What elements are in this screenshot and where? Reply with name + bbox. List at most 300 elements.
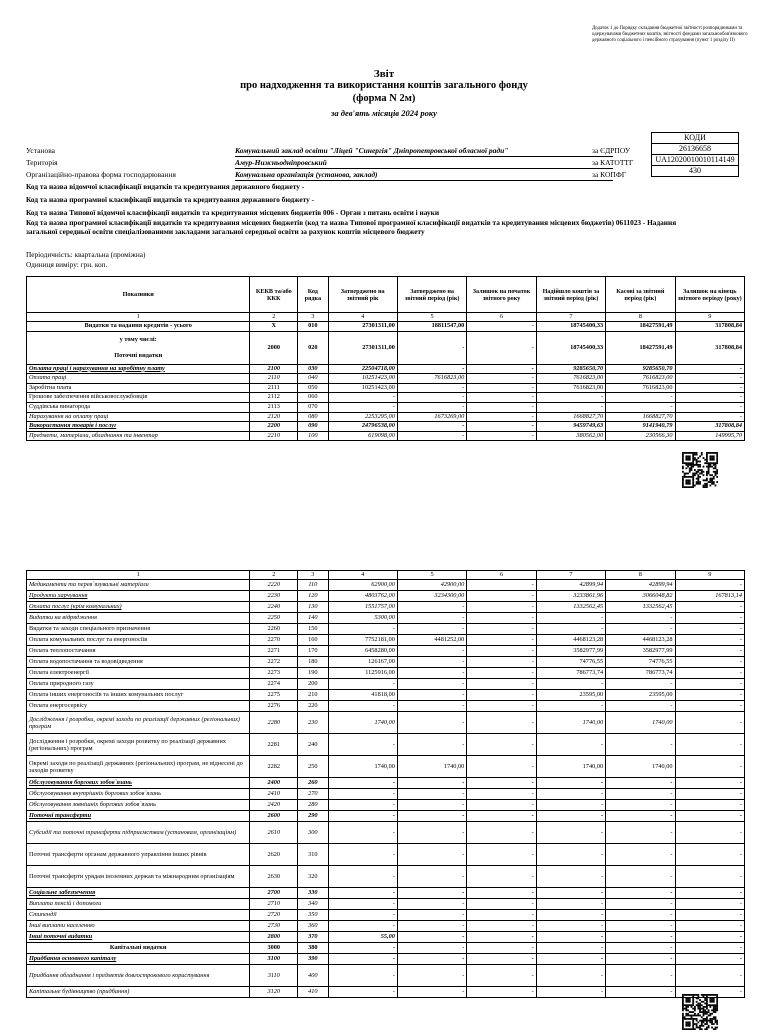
row-cell: 22504718,00 <box>328 364 397 374</box>
row-cell: 040 <box>298 374 328 384</box>
row-cell: 74776,55 <box>536 657 605 668</box>
row-cell: - <box>328 844 397 866</box>
row-cell: 2220 <box>250 580 298 591</box>
row-cell: 2253295,00 <box>328 412 397 422</box>
row-cell: 10251423,00 <box>328 374 397 384</box>
row-label: Капітальні видатки <box>27 943 250 954</box>
row-cell: 370 <box>298 932 328 943</box>
row-cell: - <box>328 954 397 965</box>
row-cell: - <box>328 888 397 899</box>
table-row <box>27 910 745 921</box>
column-number: 3 <box>298 571 328 580</box>
row-cell: 400 <box>298 965 328 987</box>
table-row <box>27 383 745 393</box>
row-cell: 1551757,00 <box>328 602 397 613</box>
row-cell: - <box>675 844 744 866</box>
row-cell: - <box>467 580 536 591</box>
row-label: Обслуговування зовнішніх боргових зобов`язань <box>27 800 250 811</box>
row-label: Предмети, матеріали, обладнання та інвентар <box>27 431 250 441</box>
column-number: 3 <box>298 313 328 322</box>
row-cell: 7616823,00 <box>536 383 605 393</box>
table-row <box>27 921 745 932</box>
row-cell: 150 <box>298 624 328 635</box>
row-label: Видатки та заходи спеціального призначення <box>27 624 250 635</box>
row-cell: 1740,00 <box>606 712 675 734</box>
row-cell: 55,00 <box>328 932 397 943</box>
row-cell: - <box>467 844 536 866</box>
row-cell: 10251423,00 <box>328 383 397 393</box>
row-cell: 74776,55 <box>606 657 675 668</box>
row-cell: 18745400,33 <box>536 322 605 332</box>
table-row <box>27 679 745 690</box>
row-cell: - <box>467 921 536 932</box>
column-header: Затверджено на звітний рік <box>328 277 397 313</box>
row-cell: 2120 <box>250 412 298 422</box>
row-label: Оплата комунальних послуг та енергоносіїв <box>27 635 250 646</box>
row-cell: - <box>397 987 466 998</box>
row-cell: 090 <box>298 422 328 432</box>
row-cell: - <box>675 668 744 679</box>
table-row <box>27 402 745 412</box>
row-label: Інші виплати населенню <box>27 921 250 932</box>
row-cell: - <box>397 657 466 668</box>
table-row <box>27 624 745 635</box>
row-cell: - <box>536 800 605 811</box>
row-cell: - <box>397 712 466 734</box>
row-cell: - <box>606 624 675 635</box>
column-number: 9 <box>675 571 744 580</box>
row-cell: - <box>675 412 744 422</box>
row-label: Оплата електроенергії <box>27 668 250 679</box>
info-row <box>26 158 746 168</box>
row-cell: - <box>606 954 675 965</box>
row-cell: 410 <box>298 987 328 998</box>
column-number: 9 <box>675 313 744 322</box>
row-cell: - <box>675 943 744 954</box>
row-cell: 3582977,99 <box>606 646 675 657</box>
row-cell: 2112 <box>250 393 298 403</box>
row-cell: 7616823,00 <box>397 374 466 384</box>
row-cell: 42899,94 <box>606 580 675 591</box>
row-cell: - <box>467 811 536 822</box>
table-row <box>27 412 745 422</box>
row-cell: 9141940,79 <box>606 422 675 432</box>
row-cell: - <box>467 412 536 422</box>
report-title: Звіт <box>373 68 395 80</box>
row-label: Продукти харчування <box>27 591 250 602</box>
row-cell: - <box>675 734 744 756</box>
row-cell: 4468123,28 <box>606 635 675 646</box>
row-cell: 1332562,45 <box>536 602 605 613</box>
row-cell: 2100 <box>250 364 298 374</box>
row-cell: 160 <box>298 635 328 646</box>
row-cell: - <box>328 393 397 403</box>
row-cell: - <box>397 844 466 866</box>
row-cell: - <box>675 789 744 800</box>
row-cell: - <box>606 800 675 811</box>
row-cell: - <box>328 921 397 932</box>
row-cell: 9285650,70 <box>536 364 605 374</box>
row-cell: 18811547,00 <box>397 322 466 332</box>
row-cell: - <box>328 734 397 756</box>
row-cell: - <box>397 431 466 441</box>
row-cell: 18427591,49 <box>606 322 675 332</box>
column-header: Затверджено на звітний період (рік) <box>397 277 466 313</box>
row-cell: - <box>606 701 675 712</box>
row-label: Оплата природного газу <box>27 679 250 690</box>
row-cell: 4468123,28 <box>536 635 605 646</box>
row-cell: - <box>606 932 675 943</box>
row-cell: - <box>536 624 605 635</box>
row-cell: - <box>397 965 466 987</box>
row-cell: 310 <box>298 844 328 866</box>
row-cell: - <box>467 331 536 364</box>
row-cell: - <box>467 431 536 441</box>
info-row <box>26 170 746 180</box>
row-cell: 317808,84 <box>675 322 744 332</box>
report-table-page2 <box>26 570 745 998</box>
classification-line: Одиниця виміру: грн. коп. <box>26 260 108 269</box>
row-cell: - <box>397 921 466 932</box>
row-cell: 390 <box>298 954 328 965</box>
table-row <box>27 364 745 374</box>
qr-code-icon <box>682 994 718 1030</box>
row-cell: 7616823,00 <box>606 374 675 384</box>
row-cell: 3233861,96 <box>536 591 605 602</box>
info-label: Організаційно-правова форма господарювання <box>26 170 176 179</box>
row-cell: 290 <box>298 811 328 822</box>
row-cell: - <box>536 701 605 712</box>
row-cell: 2273 <box>250 668 298 679</box>
row-cell: 1740,00 <box>328 756 397 778</box>
column-header: Код рядка <box>298 277 328 313</box>
row-cell: 380 <box>298 943 328 954</box>
row-cell: - <box>328 679 397 690</box>
row-cell: - <box>675 932 744 943</box>
report-form-number: (форма N 2м) <box>352 93 416 104</box>
row-cell: - <box>675 954 744 965</box>
row-cell: 110 <box>298 580 328 591</box>
row-cell: 320 <box>298 866 328 888</box>
row-label: Грошове забезпечення військовослужбовців <box>27 393 250 403</box>
row-cell: - <box>606 866 675 888</box>
row-cell: 1740,00 <box>328 712 397 734</box>
row-cell: - <box>328 943 397 954</box>
row-cell: 5300,00 <box>328 613 397 624</box>
row-cell: 3234300,00 <box>397 591 466 602</box>
table-row <box>27 899 745 910</box>
row-cell: - <box>467 422 536 432</box>
row-cell: - <box>606 734 675 756</box>
row-cell: 41818,00 <box>328 690 397 701</box>
table-row <box>27 943 745 954</box>
table-row <box>27 932 745 943</box>
row-label: Дослідження і розробки, окремі заходи розвитку по реалізації державних (регіональних) програм <box>27 734 250 756</box>
row-cell: - <box>467 646 536 657</box>
row-cell: - <box>675 613 744 624</box>
row-cell: - <box>328 866 397 888</box>
row-cell: - <box>536 789 605 800</box>
row-cell: - <box>536 899 605 910</box>
form-appendix-note: Додаток 1 до Порядку складання бюджетної звітності розпорядниками та одержувачами бюджетних коштів, звітності фондами загальнообов'язкового державного соціального і пенсійного страхування (пункт 1 розділу ІІ) <box>592 26 748 43</box>
row-cell: - <box>467 965 536 987</box>
row-cell: - <box>467 322 536 332</box>
row-cell: - <box>675 866 744 888</box>
row-cell: - <box>397 778 466 789</box>
row-cell: 020 <box>298 331 328 364</box>
row-cell: - <box>675 646 744 657</box>
table-row <box>27 756 745 778</box>
row-cell: 140 <box>298 613 328 624</box>
row-cell: 126167,00 <box>328 657 397 668</box>
row-cell: 23595,00 <box>606 690 675 701</box>
row-cell: 2110 <box>250 374 298 384</box>
row-cell: - <box>397 701 466 712</box>
row-cell: - <box>467 602 536 613</box>
table-row <box>27 866 745 888</box>
row-cell: - <box>397 383 466 393</box>
row-cell: 300 <box>298 822 328 844</box>
row-cell: 7752181,00 <box>328 635 397 646</box>
column-number: 2 <box>250 313 298 322</box>
table-row <box>27 602 745 613</box>
row-cell: - <box>397 888 466 899</box>
row-cell: - <box>467 690 536 701</box>
table-row <box>27 712 745 734</box>
row-cell: - <box>675 364 744 374</box>
row-cell: - <box>606 402 675 412</box>
qr-code-icon <box>682 452 718 488</box>
row-cell: 317808,84 <box>675 422 744 432</box>
row-cell: - <box>328 778 397 789</box>
row-cell: 250 <box>298 756 328 778</box>
row-cell: - <box>397 932 466 943</box>
table-row <box>27 844 745 866</box>
row-cell: - <box>675 899 744 910</box>
column-number: 8 <box>606 313 675 322</box>
column-number: 1 <box>27 313 250 322</box>
row-cell: 4803762,00 <box>328 591 397 602</box>
row-cell: - <box>606 844 675 866</box>
row-cell: - <box>328 789 397 800</box>
column-number: 5 <box>397 571 466 580</box>
row-cell: - <box>606 811 675 822</box>
row-cell: 1740,00 <box>606 756 675 778</box>
row-cell: 1740,00 <box>397 756 466 778</box>
row-cell: - <box>675 374 744 384</box>
row-label: Оплата теплопостачання <box>27 646 250 657</box>
row-cell: - <box>675 921 744 932</box>
row-cell: - <box>606 393 675 403</box>
row-cell: - <box>675 580 744 591</box>
row-label: Стипендії <box>27 910 250 921</box>
row-cell: - <box>675 778 744 789</box>
row-cell: - <box>675 383 744 393</box>
row-cell: - <box>328 899 397 910</box>
table-row <box>27 646 745 657</box>
row-label: Суддівська винагорода <box>27 402 250 412</box>
code-kopfg: 430 <box>652 166 739 177</box>
row-cell: - <box>467 756 536 778</box>
code-katottg: UA12020010010114149 <box>652 155 739 166</box>
row-cell: 2700 <box>250 888 298 899</box>
column-header: Касові за звітний період (рік) <box>606 277 675 313</box>
row-cell: 340 <box>298 899 328 910</box>
row-cell: 230566,30 <box>606 431 675 441</box>
row-cell: - <box>675 811 744 822</box>
table-row <box>27 431 745 441</box>
row-cell: - <box>675 910 744 921</box>
row-cell: - <box>536 778 605 789</box>
info-value: Комунальна організація (установа, заклад) <box>235 170 613 181</box>
row-cell: - <box>467 374 536 384</box>
row-cell: - <box>606 679 675 690</box>
row-cell: - <box>328 800 397 811</box>
row-label: Оплата енергосервісу <box>27 701 250 712</box>
row-cell: 2270 <box>250 635 298 646</box>
page-footer <box>26 507 746 513</box>
row-cell: 27301311,00 <box>328 331 397 364</box>
row-label: Оплата праці <box>27 374 250 384</box>
row-label: Обслуговування боргових зобов`язань <box>27 778 250 789</box>
row-cell: 2420 <box>250 800 298 811</box>
classification-line: Код та назва відомчої класифікації видатків та кредитування державного бюджету - <box>26 182 305 191</box>
row-cell: - <box>675 822 744 844</box>
row-cell: 180 <box>298 657 328 668</box>
row-cell: 030 <box>298 364 328 374</box>
row-cell: - <box>606 613 675 624</box>
row-cell: 260 <box>298 778 328 789</box>
table-row <box>27 888 745 899</box>
row-cell: 2276 <box>250 701 298 712</box>
row-cell: - <box>328 965 397 987</box>
table-row <box>27 393 745 403</box>
row-cell: - <box>397 811 466 822</box>
row-cell: - <box>536 402 605 412</box>
row-cell: 2111 <box>250 383 298 393</box>
classification-line: Код та назва програмної класифікації видатків та кредитування місцевих бюджетів (код та назва Типової програмної класифікації видатків та кредитування місцевих бюджетів) 0611023 - Надання загальної середньої освіти спеціалізованими закладами загальної середньої освіти за рахунок коштів місцевого бюджету <box>26 218 677 236</box>
row-cell: 62900,00 <box>328 580 397 591</box>
row-cell: - <box>536 866 605 888</box>
column-number: 7 <box>536 571 605 580</box>
row-cell: 786773,74 <box>536 668 605 679</box>
row-cell: - <box>606 789 675 800</box>
row-cell: - <box>397 800 466 811</box>
column-number: 6 <box>467 571 536 580</box>
row-label: Нарахування на оплату праці <box>27 412 250 422</box>
row-label: Соціальне забезпечення <box>27 888 250 899</box>
row-cell: - <box>675 657 744 668</box>
row-cell: 2800 <box>250 932 298 943</box>
row-cell: - <box>606 822 675 844</box>
column-number: 4 <box>328 313 397 322</box>
row-cell: - <box>536 393 605 403</box>
row-cell: - <box>675 635 744 646</box>
row-cell: 24796538,00 <box>328 422 397 432</box>
row-cell: 3110 <box>250 965 298 987</box>
row-cell: - <box>397 422 466 432</box>
row-label: Використання товарів і послуг <box>27 422 250 432</box>
row-cell: 23595,00 <box>536 690 605 701</box>
row-cell: 3100 <box>250 954 298 965</box>
row-cell: 27301311,00 <box>328 322 397 332</box>
row-cell: 2250 <box>250 613 298 624</box>
row-cell: 220 <box>298 701 328 712</box>
row-cell: 380562,00 <box>536 431 605 441</box>
row-label: Видатки на відрядження <box>27 613 250 624</box>
row-cell: 3120 <box>250 987 298 998</box>
row-cell: 120 <box>298 591 328 602</box>
row-cell: 6458280,00 <box>328 646 397 657</box>
row-label: Поточні трансферти органам державного управління інших рівнів <box>27 844 250 866</box>
row-cell: 2400 <box>250 778 298 789</box>
row-label: Оплата водопостачання та водовідведення <box>27 657 250 668</box>
row-cell: - <box>536 943 605 954</box>
info-code-label: за КАТОТТГ <box>592 158 634 167</box>
row-cell: 1740,00 <box>536 712 605 734</box>
row-cell: 317808,84 <box>675 331 744 364</box>
row-cell: - <box>675 712 744 734</box>
row-cell: 1125916,00 <box>328 668 397 679</box>
row-cell: 060 <box>298 393 328 403</box>
row-cell: 2000 <box>250 331 298 364</box>
table-row <box>27 822 745 844</box>
row-cell: - <box>536 921 605 932</box>
row-cell: - <box>606 899 675 910</box>
report-period: за дев'ять місяців 2024 року <box>331 108 437 118</box>
row-label: Поточні трансферти урядам іноземних держав та міжнародним організаціям <box>27 866 250 888</box>
row-label: Виплата пенсій і допомоги <box>27 899 250 910</box>
row-cell: - <box>397 943 466 954</box>
row-label: Субсидії та поточні трансферти підприємствам (установам, організаціям) <box>27 822 250 844</box>
row-cell: - <box>536 910 605 921</box>
row-cell: 2410 <box>250 789 298 800</box>
row-cell: 9459749,63 <box>536 422 605 432</box>
row-cell: - <box>467 383 536 393</box>
column-number: 8 <box>606 571 675 580</box>
report-subtitle: про надходження та використання коштів загального фонду <box>240 80 528 91</box>
row-label: Обслуговування внутрішніх боргових зобов`язань <box>27 789 250 800</box>
row-cell: - <box>536 613 605 624</box>
row-label: Медикаменти та перев`язувальні матеріали <box>27 580 250 591</box>
row-cell: - <box>606 987 675 998</box>
row-cell: 360 <box>298 921 328 932</box>
row-cell: 2271 <box>250 646 298 657</box>
codes-header: КОДИ <box>652 133 739 144</box>
row-cell: - <box>467 613 536 624</box>
row-cell: - <box>467 668 536 679</box>
row-cell: 270 <box>298 789 328 800</box>
row-cell: - <box>397 602 466 613</box>
table-row <box>27 613 745 624</box>
row-cell: 42899,94 <box>536 580 605 591</box>
row-cell: - <box>536 888 605 899</box>
row-cell: 2282 <box>250 756 298 778</box>
row-cell: 4481252,00 <box>397 635 466 646</box>
table-row <box>27 778 745 789</box>
row-cell: 2281 <box>250 734 298 756</box>
row-cell: - <box>467 866 536 888</box>
row-cell: - <box>467 679 536 690</box>
row-cell: - <box>606 778 675 789</box>
row-cell: - <box>397 910 466 921</box>
row-cell: - <box>397 690 466 701</box>
row-cell: - <box>675 690 744 701</box>
table-row <box>27 701 745 712</box>
row-cell: - <box>328 624 397 635</box>
row-cell: - <box>467 987 536 998</box>
row-cell: 1668827,70 <box>606 412 675 422</box>
